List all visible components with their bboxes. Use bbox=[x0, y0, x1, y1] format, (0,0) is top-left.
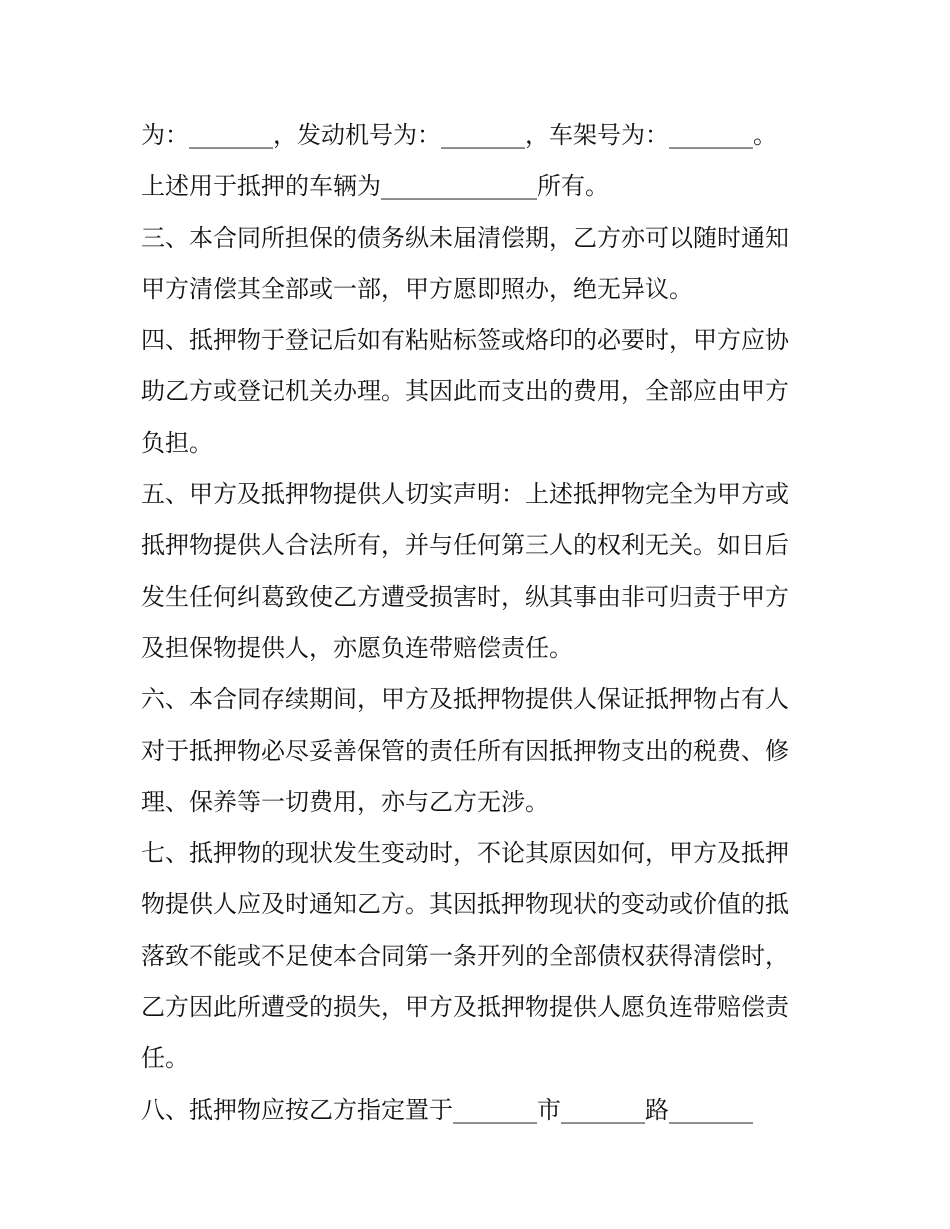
clause-3-line-1: 三、本合同所担保的债务纵未届清偿期，乙方亦可以随时通知 bbox=[141, 223, 789, 252]
clause-3-line-2: 甲方清偿其全部或一部，甲方愿即照办，绝无异议。 bbox=[141, 274, 693, 303]
clause-7-line-2: 物提供人应及时通知乙方。其因抵押物现状的变动或价值的抵 bbox=[141, 890, 789, 919]
contract-text-body bbox=[141, 110, 821, 1136]
clause-7-line-5: 任。 bbox=[141, 1044, 189, 1073]
clause-6-line-2: 对于抵押物必尽妥善保管的责任所有因抵押物支出的税费、修 bbox=[141, 736, 789, 765]
clause-7-line-3: 落致不能或不足使本合同第一条开列的全部债权获得清偿时， bbox=[141, 941, 789, 970]
clause-5-line-2: 抵押物提供人合法所有，并与任何第三人的权利无关。如日后 bbox=[141, 531, 789, 560]
clause-5-line-4: 及担保物提供人，亦愿负连带赔偿责任。 bbox=[141, 633, 573, 662]
clause-4-line-3: 负担。 bbox=[141, 428, 213, 457]
clause-4-line-2: 助乙方或登记机关办理。其因此而支出的费用，全部应由甲方 bbox=[141, 377, 789, 406]
clause-7-line-1: 七、抵押物的现状发生变动时，不论其原因如何，甲方及抵押 bbox=[141, 839, 789, 868]
clause-5-line-1: 五、甲方及抵押物提供人切实声明：上述抵押物完全为甲方或 bbox=[141, 480, 789, 509]
clause-5-line-3: 发生任何纠葛致使乙方遭受损害时，纵其事由非可归责于甲方 bbox=[141, 582, 789, 611]
clause-8-line-1: 八、抵押物应按乙方指定置于_______市_______路_______ bbox=[141, 1095, 753, 1124]
text-line-2: 上述用于抵押的车辆为_____________所有。 bbox=[141, 172, 609, 201]
clause-7-line-4: 乙方因此所遭受的损失，甲方及抵押物提供人愿负连带赔偿责 bbox=[141, 993, 789, 1022]
clause-6-line-3: 理、保养等一切费用，亦与乙方无涉。 bbox=[141, 787, 549, 816]
clause-6-line-1: 六、本合同存续期间，甲方及抵押物提供人保证抵押物占有人 bbox=[141, 685, 789, 714]
clause-4-line-1: 四、抵押物于登记后如有粘贴标签或烙印的必要时，甲方应协 bbox=[141, 326, 789, 355]
text-line-1: 为：_______，发动机号为：_______，车架号为：_______。 bbox=[141, 121, 777, 149]
